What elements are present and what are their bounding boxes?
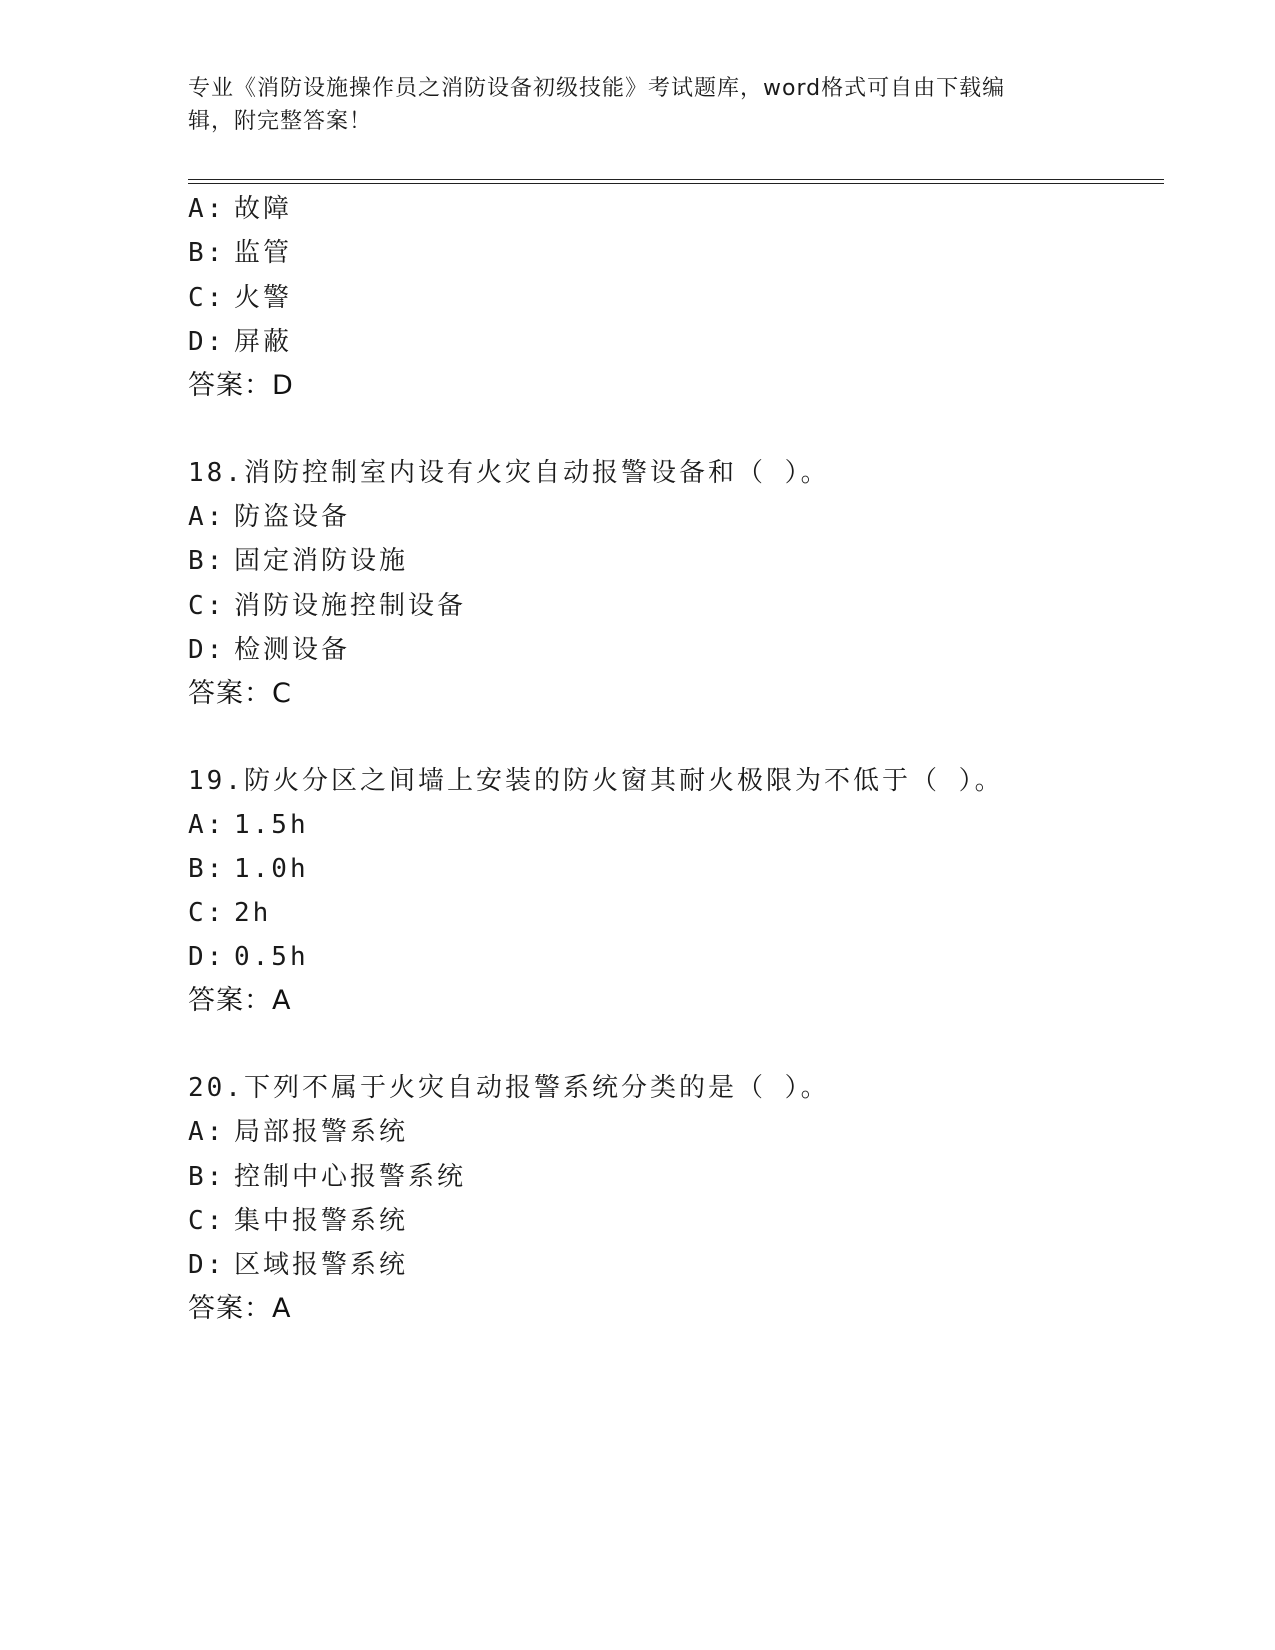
option-text: 局部报警系统 [234, 1117, 409, 1147]
option-text: 区域报警系统 [234, 1250, 409, 1280]
option-c [188, 896, 271, 930]
header-divider-bottom [188, 183, 1164, 184]
option-text: 火警 [234, 283, 293, 313]
option-text: 检测设备 [234, 635, 351, 665]
option-text: 2h [234, 898, 272, 928]
option-text: 1.0h [234, 854, 309, 884]
answer-line: 答案：A [188, 985, 292, 1016]
option-label: B: [188, 1162, 226, 1192]
option-text: 屏蔽 [234, 327, 293, 357]
option-text: 固定消防设施 [234, 546, 409, 576]
option-c [188, 1204, 408, 1238]
option-d [188, 1248, 408, 1282]
option-text: 防盗设备 [234, 502, 351, 532]
option-label: B: [188, 546, 226, 576]
question-19: 19.防火分区之间墙上安装的防火窗其耐火极限为不低于（ ）。 [188, 766, 1004, 796]
option-text: 消防设施控制设备 [234, 591, 467, 621]
option-label: D: [188, 327, 226, 357]
option-b [188, 544, 408, 578]
option-text: 故障 [234, 194, 293, 224]
option-label: A: [188, 502, 226, 532]
option-a [188, 808, 309, 842]
question-20: 20.下列不属于火灾自动报警系统分类的是（ ）。 [188, 1073, 830, 1103]
answer-line: 答案：C [188, 678, 292, 709]
option-d [188, 325, 292, 359]
option-label: D: [188, 942, 226, 972]
header-divider-top [188, 179, 1164, 180]
option-label: B: [188, 238, 226, 268]
option-label: A: [188, 810, 226, 840]
option-label: C: [188, 898, 226, 928]
option-label: A: [188, 194, 226, 224]
option-label: D: [188, 635, 226, 665]
option-label: C: [188, 1206, 226, 1236]
option-text: 控制中心报警系统 [234, 1162, 467, 1192]
option-c [188, 281, 292, 315]
option-a [188, 1115, 408, 1149]
option-text: 1.5h [234, 810, 309, 840]
option-text: 监管 [234, 238, 293, 268]
option-label: D: [188, 1250, 226, 1280]
document-header [188, 72, 1088, 138]
option-label: A: [188, 1117, 226, 1147]
option-c [188, 589, 466, 623]
option-b [188, 1160, 466, 1194]
option-text: 集中报警系统 [234, 1206, 409, 1236]
header-line-1: 专业《消防设施操作员之消防设备初级技能》考试题库，word格式可自由下载编 [188, 76, 1006, 101]
option-d [188, 633, 350, 667]
option-a [188, 500, 350, 534]
option-text: 0.5h [234, 942, 309, 972]
option-b [188, 236, 292, 270]
option-b [188, 852, 309, 886]
option-a [188, 192, 292, 226]
option-label: C: [188, 591, 226, 621]
option-label: C: [188, 283, 226, 313]
answer-line: 答案：A [188, 1293, 292, 1324]
option-label: B: [188, 854, 226, 884]
option-d [188, 940, 309, 974]
answer-line: 答案：D [188, 370, 294, 401]
question-18: 18.消防控制室内设有火灾自动报警设备和（ ）。 [188, 458, 830, 488]
header-line-2: 辑，附完整答案！ [188, 109, 373, 134]
